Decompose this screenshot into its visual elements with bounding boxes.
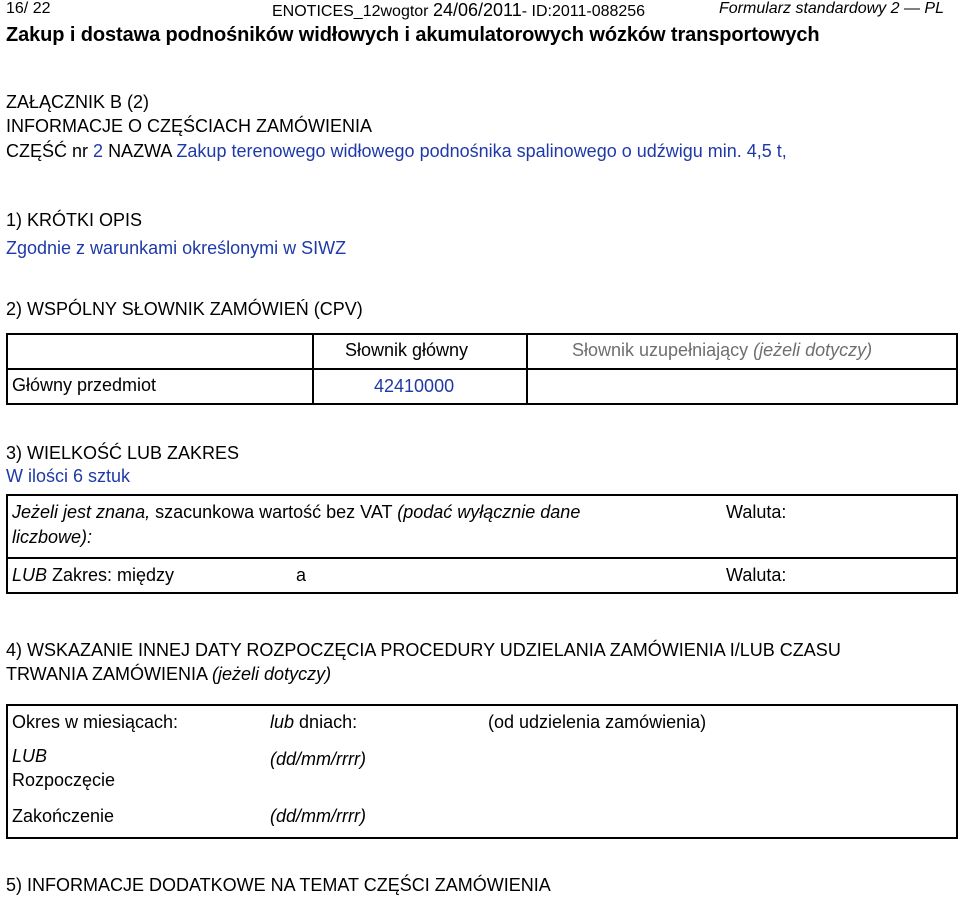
quantity-text: W ilości 6 sztuk xyxy=(6,466,131,486)
notice-date: 24/06/2011 xyxy=(432,0,522,20)
duration-lub: LUB xyxy=(12,746,48,766)
estimated-value-note: (podać wyłącznie dane xyxy=(397,502,581,522)
cpv-table-col-divider-2 xyxy=(526,333,528,405)
days-label xyxy=(270,712,357,733)
notice-code: ENOTICES_12wogtor xyxy=(272,3,429,20)
cpv-main-code: 42410000 xyxy=(374,376,455,396)
range-label xyxy=(12,565,174,586)
section-4-heading-note: (jeżeli dotyczy) xyxy=(212,664,332,684)
document-title: Zakup i dostawa podnośników widłowych i akumulatorowych wózków transportowych xyxy=(6,24,820,46)
range-text: Zakres: między xyxy=(52,565,175,585)
estimated-value-if-known: Jeżeli jest znana, xyxy=(12,502,151,522)
currency-label-2: Waluta: xyxy=(726,565,787,585)
annex-subtitle: INFORMACJE O CZĘŚCIACH ZAMÓWIENIA xyxy=(6,116,373,136)
currency-label-1: Waluta: xyxy=(726,502,787,522)
end-label: Zakończenie xyxy=(12,806,115,826)
part-line xyxy=(6,141,787,162)
section-2-heading: 2) WSPÓLNY SŁOWNIK ZAMÓWIEŃ (CPV) xyxy=(6,299,363,319)
annex-title: ZAŁĄCZNIK B (2) xyxy=(6,92,150,112)
value-table-divider xyxy=(6,557,958,559)
part-prefix: CZĘŚĆ nr xyxy=(6,141,89,161)
range-lub: LUB xyxy=(12,565,48,585)
part-name: Zakup terenowego widłowego podnośnika spalinowego o udźwigu min. 4,5 t, xyxy=(176,141,787,161)
days-lub: lub xyxy=(270,712,295,732)
section-4-heading-end: TRWANIA ZAMÓWIENIA xyxy=(6,664,208,684)
cpv-col-supplementary xyxy=(572,340,872,361)
cpv-row-label: Główny przedmiot xyxy=(12,375,157,395)
estimated-value-note-cont: liczbowe): xyxy=(12,527,93,547)
estimated-value-label xyxy=(12,502,580,523)
months-label: Okres w miesiącach: xyxy=(12,712,179,732)
start-label: Rozpoczęcie xyxy=(12,770,116,790)
cpv-col-supplementary-note: (jeżeli dotyczy) xyxy=(753,340,873,360)
range-and: a xyxy=(296,565,307,585)
cpv-col-main: Słownik główny xyxy=(345,340,469,360)
section-5-heading: 5) INFORMACJE DODATKOWE NA TEMAT CZĘŚCI ZAMÓWIENIA xyxy=(6,875,551,895)
section-3-heading: 3) WIELKOŚĆ LUB ZAKRES xyxy=(6,443,240,463)
section-4-heading-cont xyxy=(6,664,331,685)
end-date-format: (dd/mm/rrrr) xyxy=(270,806,366,826)
from-award-label: (od udzielenia zamówienia) xyxy=(488,712,707,732)
section-4-heading: 4) WSKAZANIE INNEJ DATY ROZPOCZĘCIA PROCEDURY UDZIELANIA ZAMÓWIENIA I/LUB CZASU xyxy=(6,640,841,660)
cpv-table-divider xyxy=(6,368,958,370)
part-number: 2 xyxy=(93,141,104,161)
start-date-format: (dd/mm/rrrr) xyxy=(270,749,366,769)
estimated-value-text: szacunkowa wartość bez VAT xyxy=(155,502,393,522)
cpv-col-supplementary-label: Słownik uzupełniający xyxy=(572,340,749,360)
section-1-heading: 1) KRÓTKI OPIS xyxy=(6,210,143,230)
form-name: Formularz standardowy 2 — PL xyxy=(719,0,944,17)
days-text: dniach: xyxy=(299,712,358,732)
part-name-label: NAZWA xyxy=(108,141,172,161)
notice-id-header xyxy=(272,0,645,21)
notice-id: - ID:2011-088256 xyxy=(521,3,646,20)
cpv-table-col-divider-1 xyxy=(312,333,314,405)
page-number: 16/ 22 xyxy=(6,0,51,17)
short-description: Zgodnie z warunkami określonymi w SIWZ xyxy=(6,238,347,258)
